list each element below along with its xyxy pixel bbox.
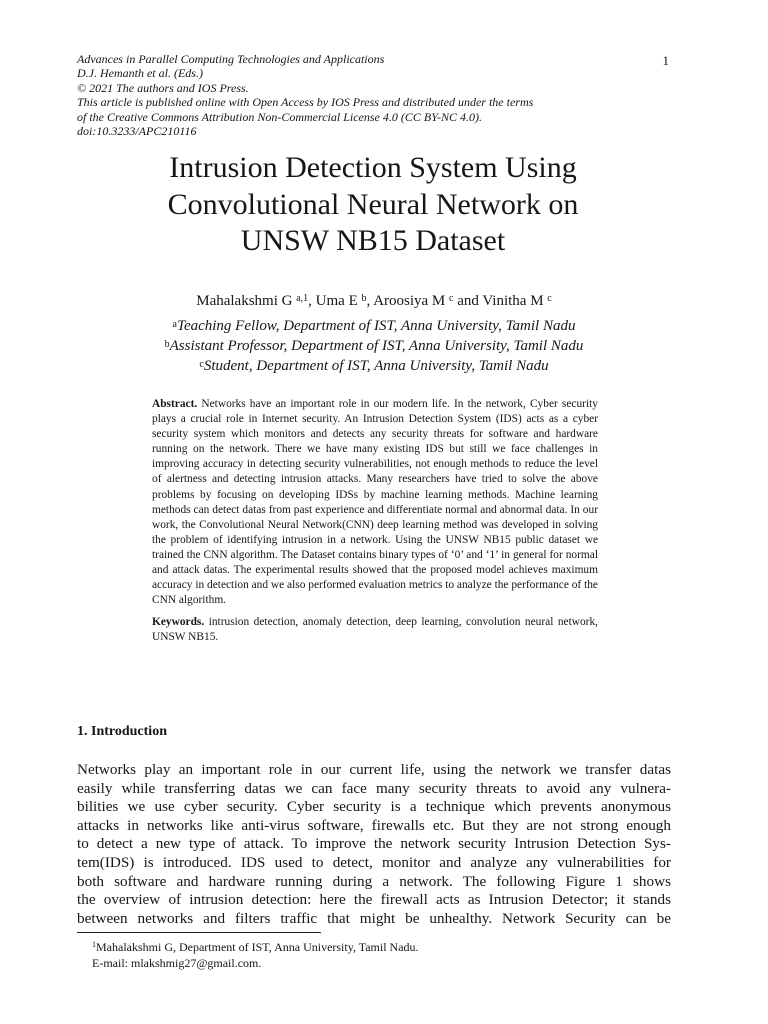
author-affil-mark: b bbox=[361, 293, 367, 304]
author-affil-mark: a,1 bbox=[296, 293, 309, 304]
journal-header bbox=[77, 52, 677, 138]
footnote-divider bbox=[77, 932, 321, 933]
body-line: to detect a new type of attack. To improve the network security Intrusion Detection Sys- bbox=[77, 835, 671, 853]
affiliation-text: Student, Department of IST, Anna University, Tamil Nadu bbox=[203, 357, 549, 374]
body-line: tem(IDS) is introduced. IDS used to detect, monitor and analyze any vulnerabilities for bbox=[77, 853, 671, 871]
title-line: UNSW NB15 Dataset bbox=[240, 224, 506, 257]
body-line: both software and hardware running during a network. The following Figure 1 shows bbox=[77, 872, 671, 890]
affiliation-list bbox=[80, 317, 668, 376]
license-line-2: of the Creative Commons Attribution Non-Commercial License 4.0 (CC BY-NC 4.0). bbox=[77, 109, 482, 124]
footnote-mark: 1 bbox=[92, 940, 96, 949]
author-affil-mark: c bbox=[449, 293, 454, 304]
affiliation-mark: a bbox=[172, 319, 177, 330]
page-number: 1 bbox=[662, 53, 669, 68]
body-line: easily while transferring datas we can face many security threats to avoid any vulnera- bbox=[77, 779, 671, 797]
affiliation bbox=[80, 357, 668, 377]
author-name: Uma E bbox=[315, 293, 358, 309]
keywords-paragraph bbox=[152, 615, 598, 645]
body-line: attacks in networks like anti-virus software, firewalls etc. But they are not strong enough bbox=[77, 816, 671, 834]
footnote-email: E-mail: mlakshmig27@gmail.com. bbox=[92, 956, 262, 970]
keywords-label: Keywords. bbox=[152, 616, 205, 629]
title-line: Convolutional Neural Network on bbox=[167, 187, 579, 221]
body-line: bilities we use cyber security. Cyber security is a technique which prevents anonymous bbox=[77, 798, 671, 816]
affiliation-mark: b bbox=[164, 338, 170, 350]
author-list bbox=[80, 292, 668, 311]
copyright: © 2021 The authors and IOS Press. bbox=[77, 80, 249, 95]
author-name: Aroosiya M bbox=[373, 293, 446, 309]
body-line: the overview of intrusion detection: here the firewall acts as Intrusion Detector; it stands bbox=[77, 891, 671, 909]
affiliation-text: Assistant Professor, Department of IST, Anna University, Tamil Nadu bbox=[169, 337, 584, 354]
keywords-text: intrusion detection, anomaly detection, deep learning, convolution neural network, UNSW NB15. bbox=[152, 616, 598, 644]
author-separator: , bbox=[308, 293, 316, 309]
affiliation-mark: c bbox=[199, 358, 204, 370]
journal-name: Advances in Parallel Computing Technologies and Applications bbox=[77, 52, 385, 66]
affiliation bbox=[80, 337, 668, 357]
body-line: Networks play an important role in our current life, using the network we transfer datas bbox=[77, 761, 671, 778]
author-name: Mahalakshmi G bbox=[196, 293, 293, 309]
author-separator: , bbox=[366, 293, 374, 309]
doi: doi:10.3233/APC210116 bbox=[77, 124, 197, 139]
editors: D.J. Hemanth et al. (Eds.) bbox=[77, 66, 203, 81]
affiliation bbox=[80, 317, 668, 337]
body-line: between networks and filters traffic that might be unhealthy. Network Security can be bbox=[77, 909, 671, 927]
footnote-author: Mahalakshmi G, Department of IST, Anna University, Tamil Nadu. bbox=[96, 940, 419, 954]
author-name: Vinitha M bbox=[482, 293, 544, 309]
introduction-paragraph bbox=[77, 761, 671, 928]
abstract-block bbox=[152, 397, 598, 646]
footnote bbox=[92, 939, 419, 971]
title-line: Intrusion Detection System Using bbox=[169, 151, 577, 184]
paper-title bbox=[100, 150, 646, 260]
abstract-paragraph bbox=[152, 397, 598, 608]
affiliation-text: Teaching Fellow, Department of IST, Anna University, Tamil Nadu bbox=[176, 318, 576, 334]
abstract-text: Networks have an important role in our modern life. In the network, Cyber security plays a crucial role in Internet security. An Intrusion Detection System (IDS) acts as a cyber security system which monitors and detects any security threats for software and hardware running on the network. There we have many existing IDS but still we face challenges in improving accuracy in detecting security vulnerabilities, not enough methods to reduce the level of alertness and detecting intrusion attacks. Many researchers have tried to solve the above problems by focusing on developing IDSs by machine learning methods. Machine learning methods can detect datas from past experience and differentiate normal and abnormal data. In our work, the Convolutional Neural Network(CNN) deep learning method was developed in solving the problem of identifying intrusion in a network. Using the UNSW NB15 public dataset we trained the CNN algorithm. The Dataset contains binary types of ‘0’ and ‘1’ in general for normal and attack datas. The experimental results showed that the proposed model achieves maximum accuracy in detection and we also performed evaluation metrics to analyze the performance of the CNN algorithm. bbox=[152, 398, 598, 607]
license-line-1: This article is published online with Open Access by IOS Press and distributed under the terms bbox=[77, 95, 534, 110]
author-affil-mark: c bbox=[547, 293, 552, 304]
author-separator: and bbox=[453, 293, 483, 309]
footnote-line bbox=[92, 939, 419, 955]
section-heading: 1. Introduction bbox=[77, 724, 167, 739]
abstract-label: Abstract. bbox=[152, 398, 198, 410]
